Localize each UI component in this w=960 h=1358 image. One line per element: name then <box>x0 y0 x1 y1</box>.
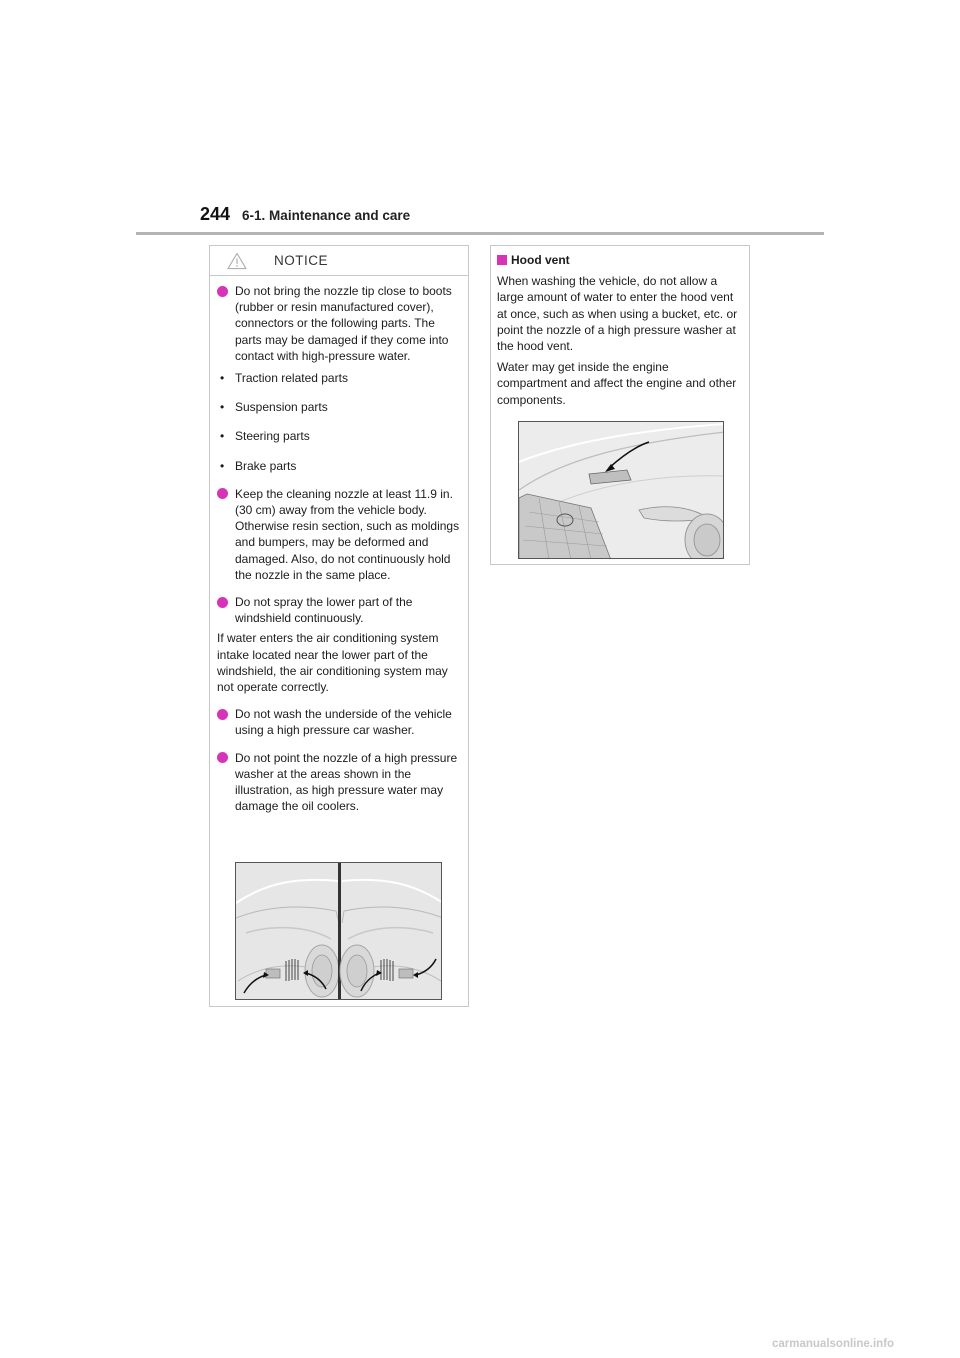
sub-item-text: Traction related parts <box>235 371 348 386</box>
watermark: carmanualsonline.info <box>772 1338 895 1350</box>
warning-triangle-icon <box>226 252 248 270</box>
header-rule <box>136 232 824 235</box>
sub-item-text: Steering parts <box>235 429 310 444</box>
sub-item-text: Brake parts <box>235 458 297 473</box>
bullet-text: Do not spray the lower part of the windshield continuously. <box>235 595 413 626</box>
oil-cooler-drawing <box>236 863 442 1000</box>
sub-item <box>217 458 460 474</box>
section-title: 6-1. Maintenance and care <box>242 208 411 223</box>
sub-bullet-icon: • <box>220 371 225 386</box>
hood-vent-drawing <box>519 422 724 559</box>
hood-vent-heading <box>497 252 741 268</box>
square-bullet-icon <box>497 255 507 265</box>
bullet-dot-icon <box>217 286 228 297</box>
hood-vent-para2: Water may get inside the engine compartment and affect the engine and other components. <box>497 360 737 407</box>
sub-item <box>217 370 460 386</box>
notice-bullet-windshield <box>217 594 460 626</box>
bullet-dot-icon <box>217 709 228 720</box>
bullet-text: Keep the cleaning nozzle at least 11.9 in. (30 cm) away from the vehicle body. Otherwise resin section, such as moldings and bumpers, may be deformed and damaged. Also, do not continuously hold the nozzle in the same place. <box>235 486 460 582</box>
oil-cooler-illustration <box>235 862 442 1000</box>
bullet-text: Do not point the nozzle of a high pressure washer at the areas shown in the illustration, as high pressure water may damage the oil coolers. <box>235 750 458 814</box>
bullet-dot-icon <box>217 597 228 608</box>
bullet-text: Do not bring the nozzle tip close to boots (rubber or resin manufactured cover), connectors or the following parts. The parts may be damaged if they come into contact with high-pressure water. <box>235 284 452 363</box>
notice-header <box>210 246 468 276</box>
bullet-dot-icon <box>217 752 228 763</box>
bullet-text: Do not wash the underside of the vehicle using a high pressure car washer. <box>235 707 452 738</box>
sub-item <box>217 399 460 415</box>
hood-vent-box <box>490 245 750 565</box>
sub-bullet-icon: • <box>220 458 225 473</box>
notice-bullet-nozzle-tip <box>217 283 460 364</box>
page-header <box>200 204 410 234</box>
sub-bullet-icon: • <box>220 429 225 444</box>
hood-vent-body <box>491 246 749 408</box>
sub-item <box>217 428 460 444</box>
hood-vent-illustration <box>518 421 724 559</box>
notice-bullet-oil-coolers <box>217 750 460 815</box>
windshield-note: If water enters the air conditioning system intake located near the lower part of the windshield, the air conditioning system may not operate correctly. <box>217 631 448 695</box>
sub-bullet-icon: • <box>220 400 225 415</box>
hood-vent-heading-text: Hood vent <box>511 253 570 267</box>
hood-vent-para1: When washing the vehicle, do not allow a large amount of water to enter the hood vent at once, such as when using a bucket, etc. or point the nozzle of a high pressure washer at the hood vent. <box>497 274 738 354</box>
bullet-dot-icon <box>217 488 228 499</box>
notice-title: NOTICE <box>274 253 329 268</box>
sub-item-text: Suspension parts <box>235 400 328 415</box>
page-number: 244 <box>200 204 231 224</box>
notice-bullet-distance <box>217 486 460 583</box>
notice-bullet-underside <box>217 706 460 738</box>
notice-body <box>210 276 468 814</box>
